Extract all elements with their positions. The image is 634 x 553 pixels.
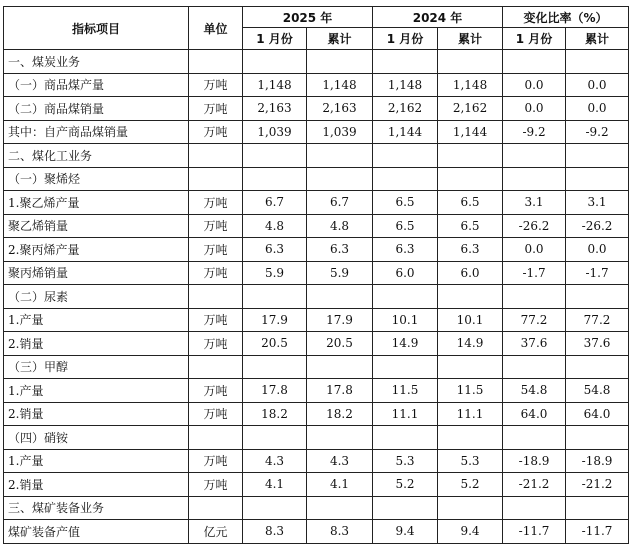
value-cell bbox=[438, 144, 503, 168]
value-cell: 1,148 bbox=[438, 73, 503, 97]
value-cell: 6.5 bbox=[438, 191, 503, 215]
value-cell: 6.3 bbox=[373, 238, 438, 262]
value-cell bbox=[243, 167, 307, 191]
value-cell: 1,148 bbox=[307, 73, 373, 97]
value-cell bbox=[307, 285, 373, 309]
row-unit: 万吨 bbox=[189, 402, 243, 426]
row-label: 1.产量 bbox=[4, 379, 189, 403]
header-period: 1 月份 bbox=[373, 28, 438, 50]
value-cell: 4.8 bbox=[307, 214, 373, 238]
value-cell bbox=[307, 167, 373, 191]
value-cell bbox=[373, 167, 438, 191]
value-cell: -11.7 bbox=[566, 520, 629, 544]
value-cell: -9.2 bbox=[566, 120, 629, 144]
row-label: 其中：自产商品煤销量 bbox=[4, 120, 189, 144]
row-unit bbox=[189, 285, 243, 309]
value-cell bbox=[307, 50, 373, 74]
value-cell bbox=[373, 426, 438, 450]
value-cell: 18.2 bbox=[307, 402, 373, 426]
value-cell bbox=[503, 355, 566, 379]
value-cell bbox=[566, 355, 629, 379]
value-cell: 11.1 bbox=[438, 402, 503, 426]
value-cell bbox=[373, 285, 438, 309]
table-row bbox=[4, 73, 629, 97]
table-row bbox=[4, 379, 629, 403]
value-cell bbox=[566, 285, 629, 309]
value-cell: 5.2 bbox=[438, 473, 503, 497]
header-row-years bbox=[4, 7, 629, 28]
value-cell bbox=[438, 285, 503, 309]
value-cell: 6.0 bbox=[438, 261, 503, 285]
table-row bbox=[4, 426, 629, 450]
header-unit: 单位 bbox=[189, 7, 243, 50]
value-cell: 64.0 bbox=[566, 402, 629, 426]
table-row bbox=[4, 191, 629, 215]
value-cell bbox=[503, 426, 566, 450]
row-unit: 万吨 bbox=[189, 261, 243, 285]
value-cell bbox=[243, 355, 307, 379]
value-cell: 4.8 bbox=[243, 214, 307, 238]
value-cell: 2,163 bbox=[243, 97, 307, 121]
value-cell: 5.2 bbox=[373, 473, 438, 497]
value-cell: 4.1 bbox=[307, 473, 373, 497]
value-cell bbox=[438, 167, 503, 191]
table-row bbox=[4, 285, 629, 309]
value-cell: 6.0 bbox=[373, 261, 438, 285]
value-cell: 18.2 bbox=[243, 402, 307, 426]
row-unit: 万吨 bbox=[189, 191, 243, 215]
value-cell bbox=[566, 144, 629, 168]
header-period: 1 月份 bbox=[243, 28, 307, 50]
value-cell: 1,148 bbox=[243, 73, 307, 97]
value-cell bbox=[373, 355, 438, 379]
section-title: 二、煤化工业务 bbox=[4, 144, 189, 168]
row-label: 1.产量 bbox=[4, 449, 189, 473]
value-cell: 17.8 bbox=[307, 379, 373, 403]
value-cell: 8.3 bbox=[307, 520, 373, 544]
value-cell bbox=[438, 496, 503, 520]
value-cell: -26.2 bbox=[566, 214, 629, 238]
table-body bbox=[4, 50, 629, 544]
value-cell: 6.5 bbox=[373, 191, 438, 215]
value-cell: -9.2 bbox=[503, 120, 566, 144]
row-unit: 万吨 bbox=[189, 449, 243, 473]
value-cell bbox=[307, 144, 373, 168]
value-cell: 11.5 bbox=[438, 379, 503, 403]
value-cell: 1,039 bbox=[243, 120, 307, 144]
table-row bbox=[4, 520, 629, 544]
table-row bbox=[4, 449, 629, 473]
value-cell: 14.9 bbox=[438, 332, 503, 356]
table-row bbox=[4, 332, 629, 356]
value-cell bbox=[503, 496, 566, 520]
value-cell: 2,162 bbox=[373, 97, 438, 121]
table-row bbox=[4, 355, 629, 379]
value-cell: -1.7 bbox=[566, 261, 629, 285]
value-cell: -21.2 bbox=[503, 473, 566, 497]
value-cell: 5.9 bbox=[307, 261, 373, 285]
table-row bbox=[4, 97, 629, 121]
row-unit bbox=[189, 426, 243, 450]
table-row bbox=[4, 214, 629, 238]
value-cell bbox=[243, 285, 307, 309]
header-period: 累计 bbox=[438, 28, 503, 50]
value-cell: 3.1 bbox=[503, 191, 566, 215]
table-row bbox=[4, 261, 629, 285]
row-unit: 万吨 bbox=[189, 120, 243, 144]
value-cell: 37.6 bbox=[503, 332, 566, 356]
row-label: 2.销量 bbox=[4, 473, 189, 497]
value-cell: 0.0 bbox=[566, 73, 629, 97]
row-unit bbox=[189, 496, 243, 520]
row-unit bbox=[189, 355, 243, 379]
value-cell: 17.9 bbox=[243, 308, 307, 332]
section-row bbox=[4, 50, 629, 74]
value-cell: 20.5 bbox=[243, 332, 307, 356]
value-cell bbox=[503, 167, 566, 191]
value-cell: 54.8 bbox=[503, 379, 566, 403]
row-unit: 万吨 bbox=[189, 73, 243, 97]
header-period: 累计 bbox=[566, 28, 629, 50]
value-cell bbox=[438, 50, 503, 74]
value-cell bbox=[566, 167, 629, 191]
table-row bbox=[4, 473, 629, 497]
value-cell: 4.1 bbox=[243, 473, 307, 497]
section-row bbox=[4, 496, 629, 520]
row-label: 2.销量 bbox=[4, 402, 189, 426]
value-cell: 54.8 bbox=[566, 379, 629, 403]
row-label: （三）甲醇 bbox=[4, 355, 189, 379]
row-label: 聚丙烯销量 bbox=[4, 261, 189, 285]
row-unit: 万吨 bbox=[189, 473, 243, 497]
section-row bbox=[4, 144, 629, 168]
value-cell: 6.3 bbox=[243, 238, 307, 262]
value-cell: 6.5 bbox=[438, 214, 503, 238]
table-row bbox=[4, 308, 629, 332]
row-unit bbox=[189, 144, 243, 168]
value-cell: 4.3 bbox=[307, 449, 373, 473]
value-cell: 9.4 bbox=[373, 520, 438, 544]
value-cell: 6.3 bbox=[438, 238, 503, 262]
row-unit: 万吨 bbox=[189, 97, 243, 121]
value-cell bbox=[307, 426, 373, 450]
operating-data-table bbox=[3, 6, 629, 544]
value-cell bbox=[373, 496, 438, 520]
value-cell: 2,162 bbox=[438, 97, 503, 121]
row-label: 聚乙烯销量 bbox=[4, 214, 189, 238]
value-cell: 4.3 bbox=[243, 449, 307, 473]
row-unit: 万吨 bbox=[189, 332, 243, 356]
value-cell: 5.3 bbox=[373, 449, 438, 473]
row-label: （二）商品煤销量 bbox=[4, 97, 189, 121]
value-cell: 10.1 bbox=[438, 308, 503, 332]
value-cell: 0.0 bbox=[503, 97, 566, 121]
value-cell: 1,148 bbox=[373, 73, 438, 97]
value-cell: -21.2 bbox=[566, 473, 629, 497]
value-cell: 1,144 bbox=[373, 120, 438, 144]
value-cell bbox=[503, 285, 566, 309]
value-cell: 0.0 bbox=[503, 73, 566, 97]
value-cell: 2,163 bbox=[307, 97, 373, 121]
value-cell: 6.7 bbox=[243, 191, 307, 215]
value-cell bbox=[503, 144, 566, 168]
value-cell bbox=[307, 355, 373, 379]
value-cell bbox=[566, 426, 629, 450]
row-unit: 万吨 bbox=[189, 379, 243, 403]
value-cell: 3.1 bbox=[566, 191, 629, 215]
row-label: 1.聚乙烯产量 bbox=[4, 191, 189, 215]
value-cell: -26.2 bbox=[503, 214, 566, 238]
row-label: 煤矿装备产值 bbox=[4, 520, 189, 544]
table-row bbox=[4, 402, 629, 426]
value-cell: 17.8 bbox=[243, 379, 307, 403]
value-cell: 6.5 bbox=[373, 214, 438, 238]
row-label: （二）尿素 bbox=[4, 285, 189, 309]
value-cell: -1.7 bbox=[503, 261, 566, 285]
table-row bbox=[4, 238, 629, 262]
row-label: 2.销量 bbox=[4, 332, 189, 356]
value-cell bbox=[243, 426, 307, 450]
row-label: （四）硝铵 bbox=[4, 426, 189, 450]
table-row bbox=[4, 167, 629, 191]
header-year-2025: 2025 年 bbox=[243, 7, 373, 28]
value-cell bbox=[373, 50, 438, 74]
value-cell: 37.6 bbox=[566, 332, 629, 356]
value-cell bbox=[307, 496, 373, 520]
row-label: （一）聚烯烃 bbox=[4, 167, 189, 191]
value-cell bbox=[373, 144, 438, 168]
row-unit bbox=[189, 167, 243, 191]
value-cell: 0.0 bbox=[566, 97, 629, 121]
value-cell bbox=[243, 496, 307, 520]
value-cell: 11.1 bbox=[373, 402, 438, 426]
table-row bbox=[4, 120, 629, 144]
value-cell bbox=[438, 355, 503, 379]
section-title: 一、煤炭业务 bbox=[4, 50, 189, 74]
header-item: 指标项目 bbox=[4, 7, 189, 50]
row-label: （一）商品煤产量 bbox=[4, 73, 189, 97]
row-unit: 万吨 bbox=[189, 308, 243, 332]
value-cell: 14.9 bbox=[373, 332, 438, 356]
value-cell: 77.2 bbox=[566, 308, 629, 332]
value-cell bbox=[243, 144, 307, 168]
header-year-2024: 2024 年 bbox=[373, 7, 503, 28]
header-period: 累计 bbox=[307, 28, 373, 50]
header-period: 1 月份 bbox=[503, 28, 566, 50]
value-cell: 6.7 bbox=[307, 191, 373, 215]
header-change-ratio: 变化比率（%） bbox=[503, 7, 629, 28]
value-cell bbox=[503, 50, 566, 74]
value-cell: 8.3 bbox=[243, 520, 307, 544]
row-label: 2.聚丙烯产量 bbox=[4, 238, 189, 262]
section-title: 三、煤矿装备业务 bbox=[4, 496, 189, 520]
value-cell: 0.0 bbox=[503, 238, 566, 262]
value-cell: -18.9 bbox=[503, 449, 566, 473]
value-cell bbox=[566, 496, 629, 520]
value-cell bbox=[438, 426, 503, 450]
value-cell bbox=[566, 50, 629, 74]
value-cell: 77.2 bbox=[503, 308, 566, 332]
value-cell: 1,039 bbox=[307, 120, 373, 144]
row-label: 1.产量 bbox=[4, 308, 189, 332]
value-cell: 20.5 bbox=[307, 332, 373, 356]
value-cell: 0.0 bbox=[566, 238, 629, 262]
value-cell: 5.9 bbox=[243, 261, 307, 285]
value-cell bbox=[243, 50, 307, 74]
value-cell: 11.5 bbox=[373, 379, 438, 403]
value-cell: 5.3 bbox=[438, 449, 503, 473]
row-unit: 万吨 bbox=[189, 238, 243, 262]
value-cell: 6.3 bbox=[307, 238, 373, 262]
value-cell: 17.9 bbox=[307, 308, 373, 332]
value-cell: -18.9 bbox=[566, 449, 629, 473]
row-unit: 万吨 bbox=[189, 214, 243, 238]
value-cell: 64.0 bbox=[503, 402, 566, 426]
value-cell: -11.7 bbox=[503, 520, 566, 544]
value-cell: 9.4 bbox=[438, 520, 503, 544]
row-unit bbox=[189, 50, 243, 74]
value-cell: 10.1 bbox=[373, 308, 438, 332]
row-unit: 亿元 bbox=[189, 520, 243, 544]
value-cell: 1,144 bbox=[438, 120, 503, 144]
